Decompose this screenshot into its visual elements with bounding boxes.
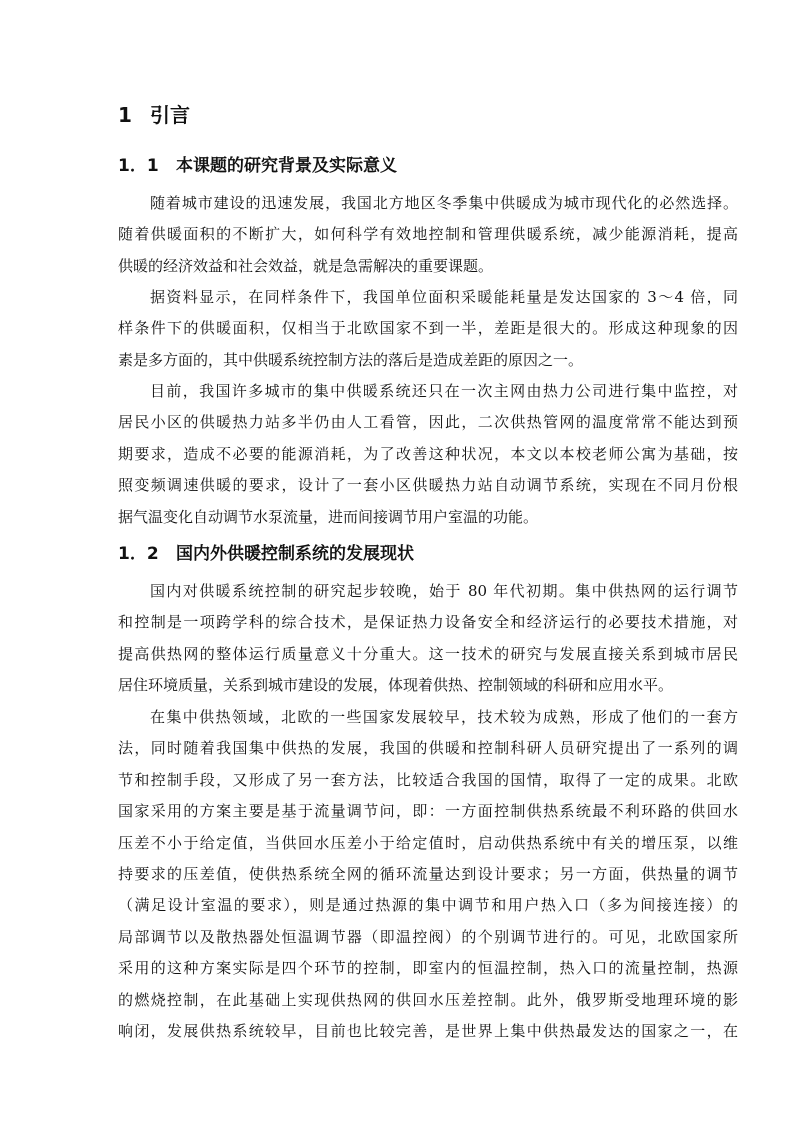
paragraph-line: 样条件下的供暖面积，仅相当于北欧国家不到一半，差距是很大的。形成这种现象的因	[118, 319, 738, 338]
paragraph-line: 照变频调速供暖的要求，设计了一套小区供暖热力站自动调节系统，实现在不同月份根	[118, 476, 738, 495]
paragraph-line: 响闭，发展供热系统较早，目前也比较完善，是世界上集中供热最发达的国家之一，在	[118, 1021, 738, 1040]
paragraph-line: 提高供热网的整体运行质量意义十分重大。这一技术的研究与发展直接关系到城市居民	[118, 644, 738, 663]
chapter-number: 1	[118, 103, 132, 127]
section-number: 1．2	[118, 544, 159, 564]
paragraph	[118, 282, 738, 376]
paragraph-line: 素是多方面的，其中供暖系统控制方法的落后是造成差距的原因之一。	[118, 350, 584, 369]
paragraph-line: 压差不小于给定值，当供回水压差小于给定值时，启动供热系统中有关的增压泵，以维	[118, 833, 738, 852]
paragraph-line: 居民小区的供暖热力站多半仍由人工看管，因此，二次供热管网的温度常常不能达到预	[118, 413, 738, 432]
section-title: 本课题的研究背景及实际意义	[176, 156, 397, 176]
paragraph-line: （满足设计室温的要求），则是通过热源的集中调节和用户热入口（多为间接连接）的	[118, 896, 738, 915]
paragraph-line: 的燃烧控制，在此基础上实现供热网的供回水压差控制。此外，俄罗斯受地理环境的影	[118, 990, 738, 1009]
paragraph	[118, 188, 738, 282]
paragraph-line: 持要求的压差值，使供热系统全网的循环流量达到设计要求；另一方面，供热量的调节	[118, 864, 738, 883]
section-heading	[118, 153, 397, 179]
chapter-title: 引言	[150, 103, 190, 127]
paragraph-line: 国内对供暖系统控制的研究起步较晚，始于 80 年代初期。集中供热网的运行调节	[150, 582, 738, 600]
paragraph-line: 法，同时随着我国集中供热的发展，我国的供暖和控制科研人员研究提出了一系列的调	[118, 739, 738, 758]
paragraph-line: 随着城市建设的迅速发展，我国北方地区冬季集中供暖成为城市现代化的必然选择。	[150, 194, 738, 212]
paragraph	[118, 576, 738, 702]
section-title: 国内外供暖控制系统的发展现状	[176, 544, 414, 564]
paragraph-line: 目前，我国许多城市的集中供暖系统还只在一次主网由热力公司进行集中监控，对	[150, 382, 738, 400]
paragraph-line: 据资料显示，在同样条件下，我国单位面积采暖能耗量是发达国家的 3～4 倍，同	[150, 288, 738, 306]
paragraph	[118, 376, 738, 533]
chapter-heading	[118, 100, 190, 130]
paragraph-line: 国家采用的方案主要是基于流量调节问，即：一方面控制供热系统最不利环路的供回水	[118, 802, 738, 821]
section-heading	[118, 541, 414, 567]
paragraph-line: 节和控制手段，又形成了另一套方法，比较适合我国的国情，取得了一定的成果。北欧	[118, 770, 738, 789]
paragraph-line: 据气温变化自动调节水泵流量，进而间接调节用户室温的功能。	[118, 507, 539, 526]
paragraph-line: 期要求，造成不必要的能源消耗，为了改善这种状况，本文以本校老师公寓为基础，按	[118, 444, 738, 463]
paragraph-line: 采用的这种方案实际是四个环节的控制，即室内的恒温控制，热入口的流量控制，热源	[118, 959, 738, 978]
paragraph-line: 在集中供热领域，北欧的一些国家发展较早，技术较为成熟，形成了他们的一套方	[150, 708, 738, 726]
paragraph	[118, 702, 738, 1047]
paragraph-line: 居住环境质量，关系到城市建设的发展，体现着供热、控制领域的科研和应用水平。	[118, 676, 674, 695]
paragraph-line: 和控制是一项跨学科的综合技术，是保证热力设备安全和经济运行的必要技术措施，对	[118, 613, 738, 632]
paragraph-line: 随着供暖面积的不断扩大，如何科学有效地控制和管理供暖系统，减少能源消耗，提高	[118, 225, 738, 244]
paragraph-line: 局部调节以及散热器处恒温调节器（即温控阀）的个别调节进行的。可见，北欧国家所	[118, 927, 738, 946]
paragraph-line: 供暖的经济效益和社会效益，就是急需解决的重要课题。	[118, 256, 494, 275]
section-number: 1．1	[118, 156, 159, 176]
